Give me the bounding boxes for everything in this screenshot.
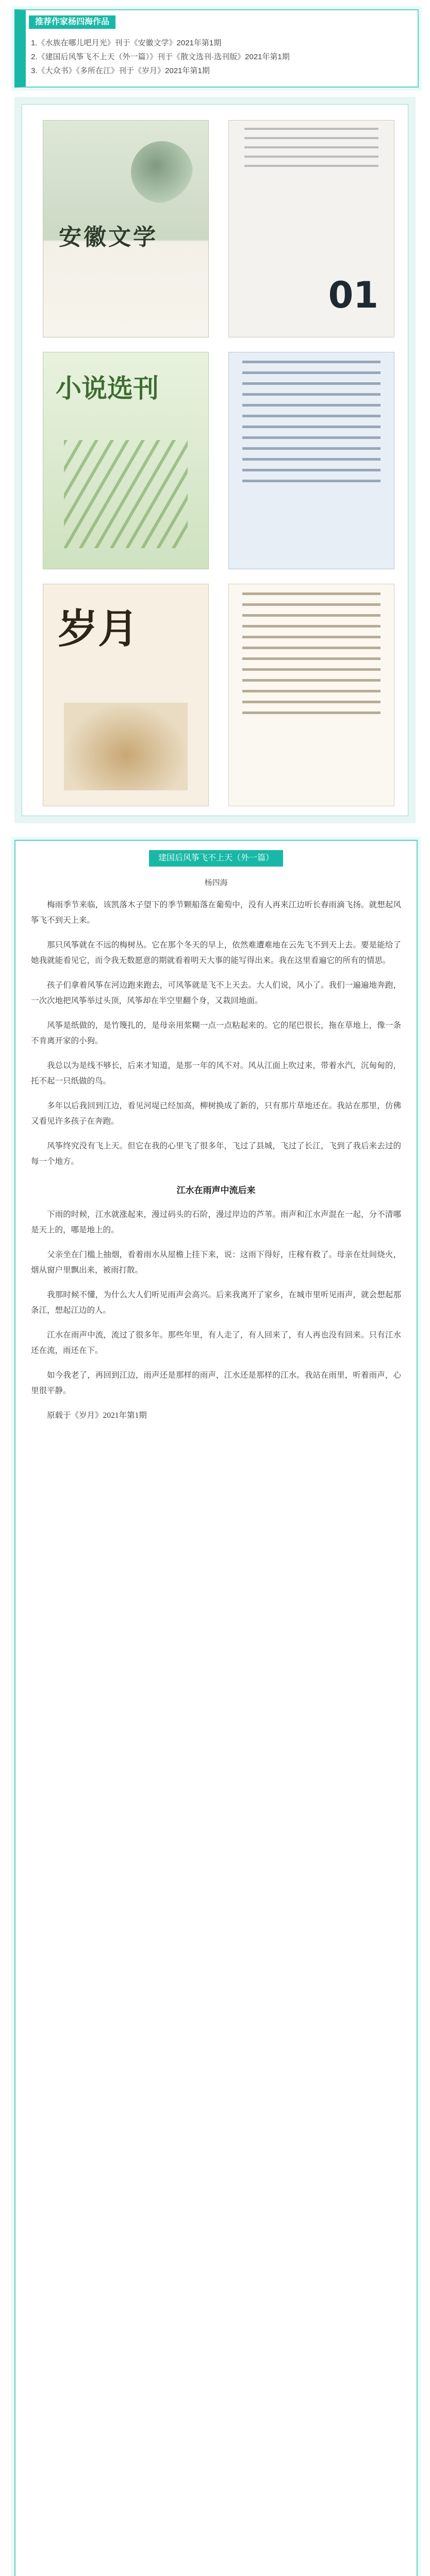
article-paragraph: 下雨的时候，江水就涨起来，漫过码头的石阶，漫过岸边的芦苇。雨声和江水声混在一起，分不清哪是天上的，哪是地上的。 (31, 1210, 401, 1234)
article-paragraph: 父亲坐在门槛上抽烟，看着雨水从屋檐上挂下来，说：这雨下得好，庄稼有救了。母亲在灶间烧火，烟从窗户里飘出来，被雨打散。 (31, 1250, 401, 1275)
article-paragraph: 梅雨季节来临，该凯落木子望下的季节颗船落在葡萄中，没有人再来江边听长春雨滴飞扬。就想起风筝飞不到天上来。 (31, 901, 401, 925)
cover-novel-selection[interactable] (43, 352, 209, 569)
cover-table-of-contents[interactable] (228, 352, 394, 569)
bamboo-leaves-image (64, 440, 188, 548)
article-paragraph: 多年以后我回到江边，看见河堤已经加高，柳树换成了新的，只有那片草地还在。我站在那里，仿佛又看见许多孩子在奔跑。 (31, 1101, 401, 1126)
cover-title: 岁月 (58, 605, 139, 652)
cover-gallery (14, 97, 416, 823)
cover-text-lines (229, 128, 394, 167)
cover-anhui-literature[interactable] (43, 120, 209, 337)
article-paragraph: 如今我老了，再回到江边，雨声还是那样的雨声，江水还是那样的江水。我站在雨里，听着雨声，心里很平静。 (31, 1371, 401, 1395)
article-paragraph: 我那时候不懂，为什么大人们听见雨声会高兴。后来我离开了家乡，在城市里听见雨声，就会想起那条江，想起江边的人。 (31, 1291, 401, 1315)
cover-suiyue[interactable] (43, 584, 209, 806)
article-paragraph: 风筝终究没有飞上天。但它在我的心里飞了很多年，飞过了县城，飞过了长江，飞到了我后来去过的每一个地方。 (31, 1142, 401, 1166)
publication-card-title: 推荐作家杨四海作品 (29, 15, 115, 29)
cover-issue-01[interactable] (228, 120, 394, 337)
article-paragraph: 风筝是纸做的，是竹篾扎的，是母亲用浆糊一点一点粘起来的。它的尾巴很长，拖在草地上，像一条不肯离开家的小狗。 (31, 1021, 401, 1045)
cover-issue-number: 01 (328, 274, 378, 316)
article-paragraph: 那只风筝就在不远的梅树丛。它在那个冬天的早上，依然难遭难地在云先飞不到天上去。要是能给了她我就能看见它，而令我无数愿意的期就看着明天大事的能写得出来。我在这里看遍它的所有的情思。 (31, 941, 401, 965)
cover-title: 安徽文学 (59, 224, 158, 250)
publication-list (31, 36, 290, 78)
article-source-note: 原载于《岁月》2021年第1期 (47, 1411, 147, 1420)
cover-gallery-frame (22, 104, 408, 816)
article-body (31, 897, 401, 1433)
article-paragraph: 江水在雨声中流，流过了很多年。那些年里，有人走了，有人回来了，有人再也没有回来。只有江水还在流，雨还在下。 (31, 1331, 401, 1355)
article-paragraph: 孩子们拿着风筝在河边跑来跑去，可风筝就是飞不上天去。大人们说，风小了。我们一遍遍地奔跑，一次次地把风筝举过头顶，风筝却在半空里翻个身，又栽回地面。 (31, 981, 401, 1005)
article-title: 建国后风筝飞不上天（外一篇） (149, 850, 283, 867)
ink-painting-image (131, 141, 193, 203)
cover-title: 小说选刊 (56, 373, 159, 403)
publication-item: 3.《大众书》《多所在江》刊于《岁月》2021年第1期 (31, 66, 210, 75)
publication-item: 2.《建国后风筝飞不上天（外一篇）》刊于《散文选刊·选刊版》2021年第1期 (31, 53, 290, 61)
article-subheading: 江水在雨声中流后来 (176, 1185, 256, 1195)
cover-suiyue-contents[interactable] (228, 584, 394, 806)
toc-rows (229, 361, 394, 482)
article-card (14, 840, 418, 2576)
publication-item: 1.《水族在哪儿吧月光》刊于《安徽文学》2021年第1期 (31, 39, 222, 47)
article-paragraph: 我总以为是线不够长，后来才知道，是那一年的风不对。风从江面上吹过来，带着水汽，沉甸甸的，托不起一只纸做的鸟。 (31, 1061, 401, 1086)
toc-rows (229, 592, 394, 714)
cover-artwork-image (64, 703, 188, 790)
article-author: 杨四海 (204, 879, 228, 887)
publication-card (14, 9, 419, 88)
